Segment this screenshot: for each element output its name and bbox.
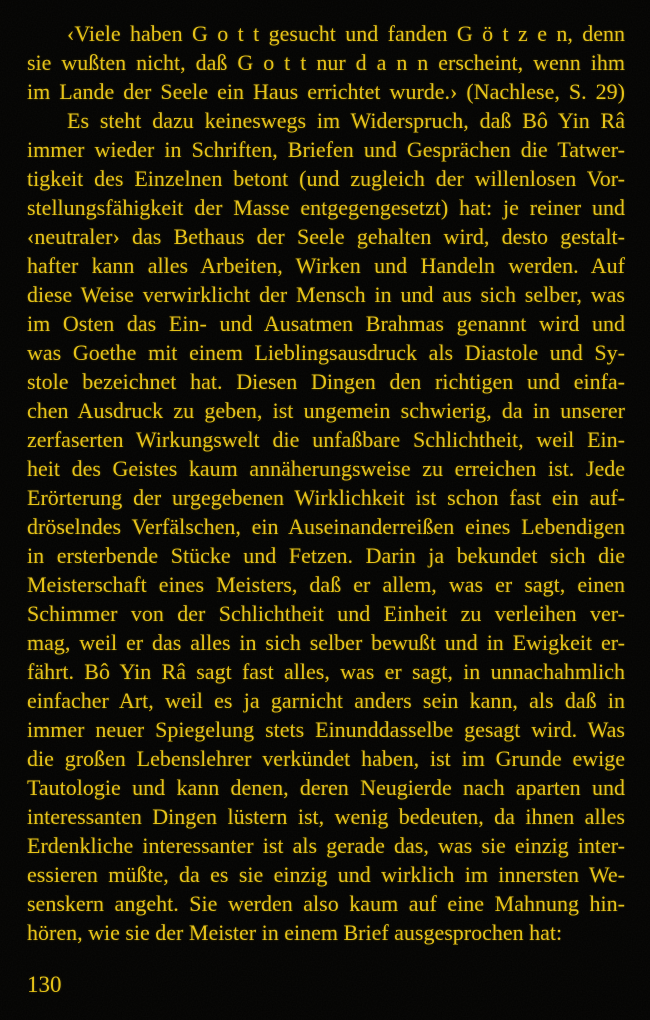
- text-line: einfacher Art, weil es ja garnicht anders sein kann, als daß in: [27, 688, 625, 713]
- text-line: zerfaserten Wirkungswelt die unfaßbare Schlichtheit, weil Ein-: [27, 427, 625, 452]
- text-line: immer neuer Spiegelung stets Einunddasselbe gesagt wird. Was: [27, 717, 625, 742]
- text-line: Es steht dazu keineswegs im Widerspruch, daß Bô Yin Râ: [67, 108, 625, 133]
- text-line: hören, wie sie der Meister in einem Brief ausgesprochen hat:: [27, 920, 563, 945]
- text-line: ‹Viele haben G o t t gesucht und fanden G ö t z e n, denn: [67, 21, 625, 46]
- text-line: ‹neutraler› das Bethaus der Seele gehalten wird, desto gestalt-: [27, 224, 625, 249]
- text-line: stole bezeichnet hat. Diesen Dingen den richtigen und einfa-: [27, 369, 625, 394]
- text-line: heit des Geistes kaum annäherungsweise zu erreichen ist. Jede: [27, 456, 625, 481]
- text-line: dröselndes Verfälschen, ein Auseinanderreißen eines Lebendigen: [27, 514, 625, 539]
- text-line: im Lande der Seele ein Haus errichtet wurde.› (Nachlese, S. 29): [27, 79, 625, 104]
- text-line: senskern angeht. Sie werden also kaum auf eine Mahnung hin-: [27, 891, 625, 916]
- text-line: Schimmer von der Schlichtheit und Einheit zu verleihen ver-: [27, 601, 625, 626]
- quote-paragraph: [27, 19, 625, 106]
- text-line: was Goethe mit einem Lieblingsausdruck als Diastole und Sy-: [27, 340, 625, 365]
- text-line: sie wußten nicht, daß G o t t nur d a n n erscheint, wenn ihm: [27, 50, 625, 75]
- text-line: Erörterung der urgegebenen Wirklichkeit ist schon fast ein auf-: [27, 485, 625, 510]
- text-line: stellungsfähigkeit der Masse entgegengesetzt) hat: je reiner und: [27, 195, 625, 220]
- text-line: Meisterschaft eines Meisters, daß er allem, was er sagt, einen: [27, 572, 625, 597]
- text-line: Tautologie und kann denen, deren Neugierde nach aparten und: [27, 775, 625, 800]
- text-line: Erdenkliche interessanter ist als gerade das, was sie einzig inter-: [27, 833, 625, 858]
- text-line: hafter kann alles Arbeiten, Wirken und Handeln werden. Auf: [27, 253, 625, 278]
- body-paragraph: [27, 106, 625, 947]
- text-line: im Osten das Ein- und Ausatmen Brahmas genannt wird und: [27, 311, 625, 336]
- text-line: essieren müßte, da es sie einzig und wirklich im innersten We-: [27, 862, 625, 887]
- text-line: immer wieder in Schriften, Briefen und Gesprächen die Tatwer-: [27, 137, 625, 162]
- text-line: tigkeit des Einzelnen betont (und zugleich der willenlosen Vor-: [27, 166, 625, 191]
- text-line: chen Ausdruck zu geben, ist ungemein schwierig, da in unserer: [27, 398, 625, 423]
- text-line: diese Weise verwirklicht der Mensch in und aus sich selber, was: [27, 282, 625, 307]
- text-line: in ersterbende Stücke und Fetzen. Darin ja bekundet sich die: [27, 543, 625, 568]
- text-line: fährt. Bô Yin Râ sagt fast alles, was er sagt, in unnachahmlich: [27, 659, 625, 684]
- text-line: mag, weil er das alles in sich selber bewußt und in Ewigkeit er-: [27, 630, 625, 655]
- text-line: die großen Lebenslehrer verkündet haben, ist im Grunde ewige: [27, 746, 625, 771]
- text-line: interessanten Dingen lüstern ist, wenig bedeuten, da ihnen alles: [27, 804, 625, 829]
- page-number: 130: [27, 972, 62, 997]
